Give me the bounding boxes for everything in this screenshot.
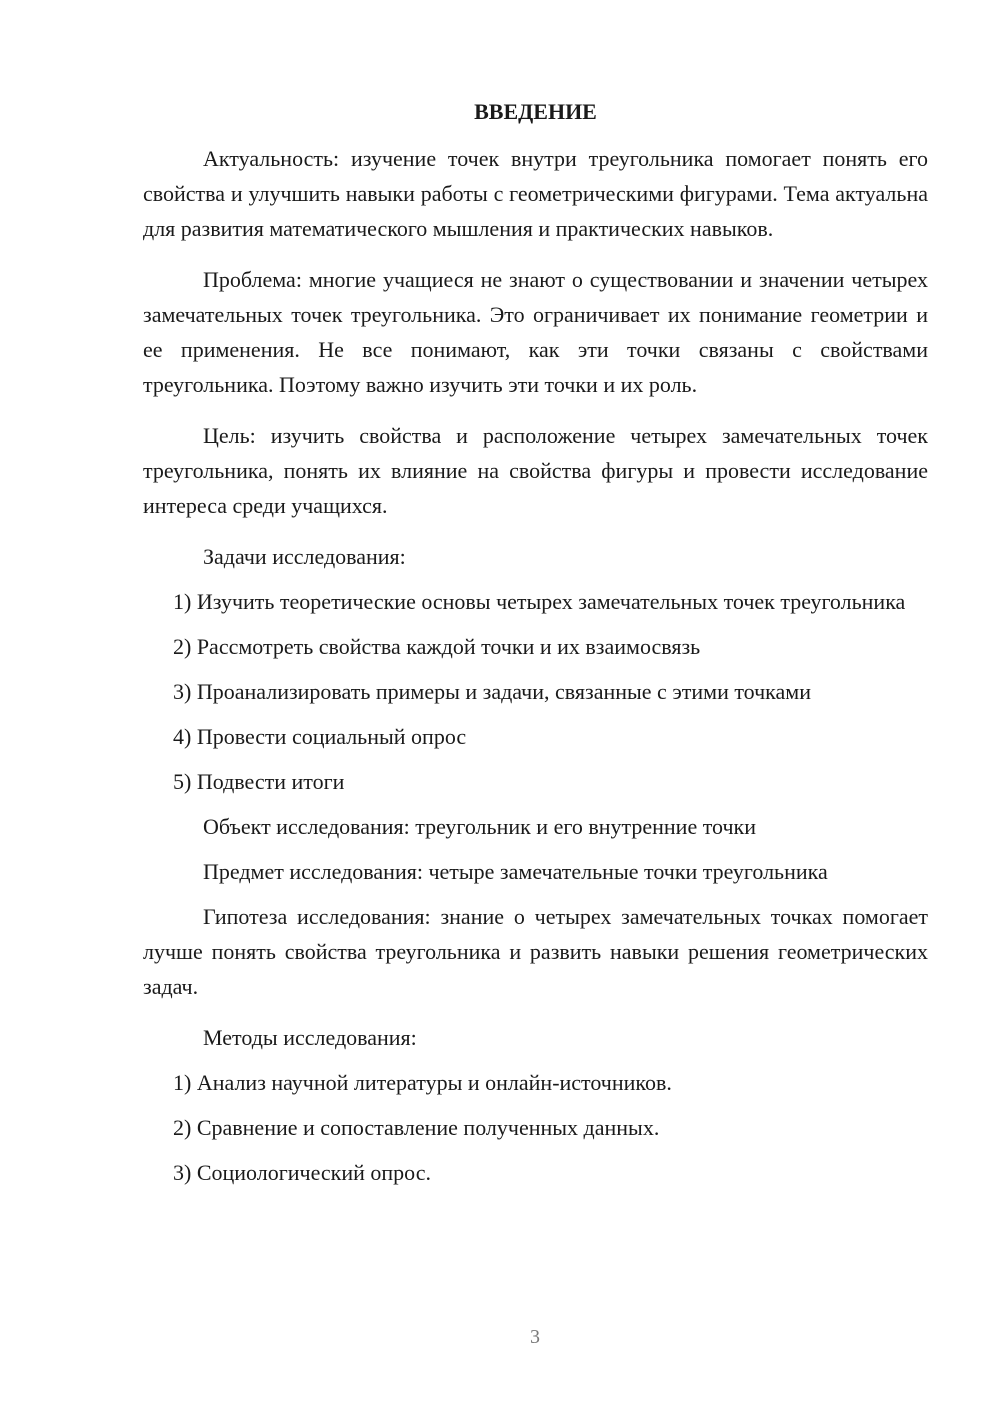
problem-paragraph: Проблема: многие учащиеся не знают о существовании и значении четырех замечательных точек треугольника. Это ограничивает их понимание геометрии и ее применения. Не все понимают, как эти точки связаны с свойствами треугольника. Поэтому важно изучить эти точки и их роль. — [143, 267, 928, 397]
object-statement: Объект исследования: треугольник и его внутренние точки — [203, 814, 756, 839]
task-item: 5) Подвести итоги — [173, 769, 345, 794]
section-title: ВВЕДЕНИЕ — [474, 99, 597, 124]
goal-paragraph: Цель: изучить свойства и расположение четырех замечательных точек треугольника, понять их влияние на свойства фигуры и провести исследование интереса среди учащихся. — [143, 423, 928, 518]
methods-heading: Методы исследования: — [203, 1025, 417, 1050]
task-item: 2) Рассмотреть свойства каждой точки и их взаимосвязь — [173, 634, 701, 659]
task-item: 3) Проанализировать примеры и задачи, связанные с этими точками — [173, 679, 811, 704]
method-item: 3) Социологический опрос. — [173, 1160, 431, 1185]
task-item: 4) Провести социальный опрос — [173, 724, 467, 749]
document-page — [143, 94, 928, 1200]
tasks-heading: Задачи исследования: — [203, 544, 406, 569]
relevance-paragraph: Актуальность: изучение точек внутри треугольника помогает понять его свойства и улучшить навыки работы с геометрическими фигурами. Тема актуальна для развития математического мышления и практических навыков. — [143, 146, 928, 241]
method-item: 2) Сравнение и сопоставление полученных данных. — [173, 1115, 660, 1140]
page-number: 3 — [530, 1326, 540, 1348]
task-item: 1) Изучить теоретические основы четырех замечательных точек треугольника — [173, 589, 906, 614]
subject-statement: Предмет исследования: четыре замечательные точки треугольника — [203, 859, 828, 884]
method-item: 1) Анализ научной литературы и онлайн-источников. — [173, 1070, 672, 1095]
hypothesis-paragraph: Гипотеза исследования: знание о четырех замечательных точках помогает лучше понять свойства треугольника и развить навыки решения геометрических задач. — [143, 904, 928, 999]
